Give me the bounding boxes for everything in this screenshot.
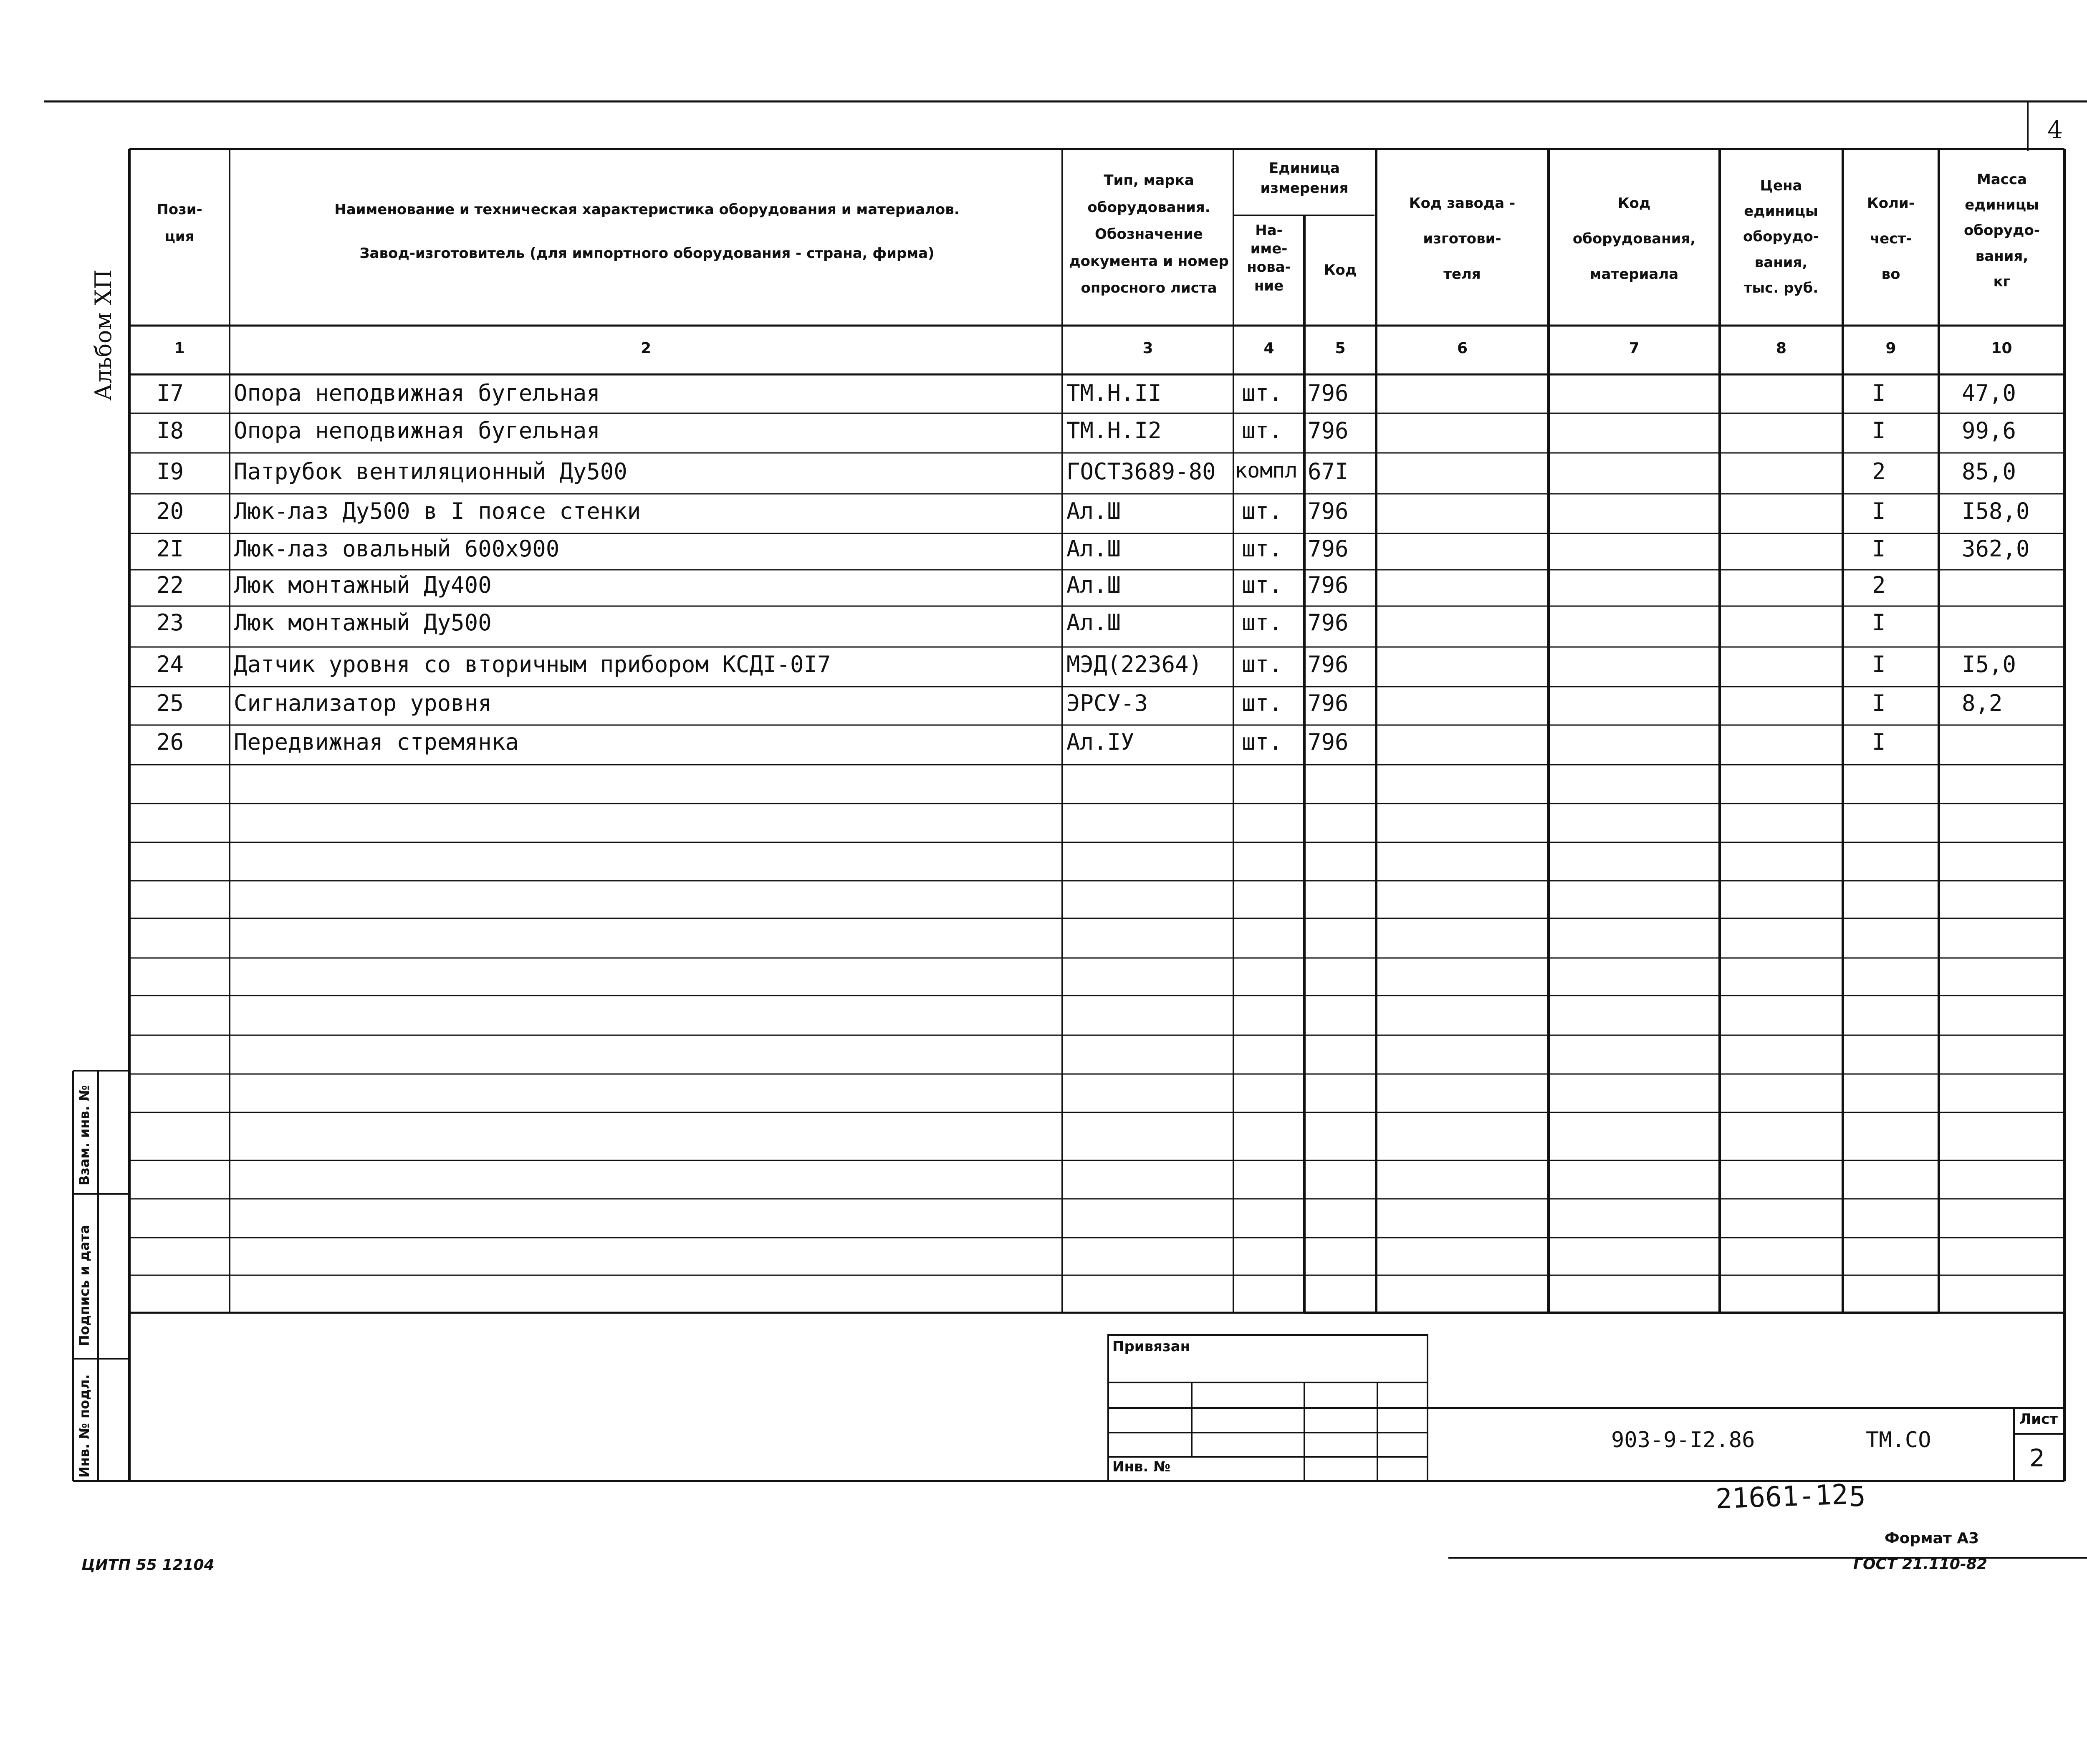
ctip-label: ЦИТП 55 12104 bbox=[81, 1557, 215, 1574]
row-unit: шт. bbox=[1242, 729, 1283, 755]
row-mass: I58,0 bbox=[1962, 498, 2030, 524]
header-col3: Тип, марка оборудования. Обозначение документа и номер опросного листа bbox=[1069, 172, 1229, 297]
column-number-4: 4 bbox=[1263, 340, 1274, 357]
row-qty: I bbox=[1872, 651, 1886, 677]
row-qty: I bbox=[1872, 729, 1886, 755]
stamp-list-number: 2 bbox=[2029, 1444, 2045, 1472]
row-position: 2I bbox=[157, 536, 184, 562]
stamp-doc-code: 903-9-I2.86 bbox=[1611, 1428, 1755, 1453]
row-qty: 2 bbox=[1872, 572, 1886, 598]
side-label-inv: Инв. № подл. bbox=[76, 1374, 92, 1478]
side-label-vzam: Взам. инв. № bbox=[76, 1085, 92, 1185]
row-name: Люк монтажный Ду400 bbox=[234, 572, 492, 598]
row-unit: шт. bbox=[1242, 417, 1283, 444]
header-col7: Код оборудования, материала bbox=[1572, 195, 1696, 283]
row-code: 796 bbox=[1308, 380, 1349, 406]
row-qty: I bbox=[1872, 417, 1886, 444]
row-type: Ал.Ш bbox=[1066, 498, 1121, 524]
column-number-8: 8 bbox=[1776, 340, 1787, 357]
row-qty: I bbox=[1872, 380, 1886, 406]
row-name: Сигнализатор уровня bbox=[234, 690, 492, 716]
row-unit: компл bbox=[1235, 458, 1298, 483]
column-number-2: 2 bbox=[640, 340, 652, 357]
row-mass: 85,0 bbox=[1962, 458, 2016, 485]
row-mass: 47,0 bbox=[1962, 380, 2016, 406]
handwritten-digit: 5 bbox=[1849, 1481, 1866, 1513]
row-mass: 8,2 bbox=[1962, 690, 2003, 716]
page-number: 4 bbox=[2047, 116, 2063, 144]
row-name: Люк-лаз Ду500 в I поясе стенки bbox=[234, 498, 641, 524]
row-type: ТМ.Н.I2 bbox=[1066, 417, 1162, 444]
column-number-5: 5 bbox=[1335, 340, 1346, 357]
stamp-privyazan: Привязан bbox=[1112, 1338, 1190, 1355]
row-code: 67I bbox=[1308, 458, 1349, 485]
row-code: 796 bbox=[1308, 498, 1349, 524]
row-mass: 99,6 bbox=[1962, 417, 2016, 444]
row-mass: I5,0 bbox=[1962, 651, 2016, 677]
row-code: 796 bbox=[1308, 417, 1349, 444]
row-code: 796 bbox=[1308, 690, 1349, 716]
row-position: 26 bbox=[157, 729, 184, 755]
row-qty: I bbox=[1872, 498, 1886, 524]
row-position: I7 bbox=[157, 380, 184, 406]
row-unit: шт. bbox=[1242, 536, 1283, 562]
row-type: Ал.Ш bbox=[1066, 536, 1121, 562]
side-label-podpis: Подпись и дата bbox=[76, 1225, 92, 1346]
row-type: ТМ.Н.II bbox=[1066, 380, 1162, 406]
row-name: Люк монтажный Ду500 bbox=[234, 609, 492, 636]
header-col2: Наименование и техническая характеристика оборудования и материалов. Завод-изготовитель (для импортного оборудования - страна, фирма) bbox=[334, 201, 960, 262]
row-type: МЭД(22364) bbox=[1066, 651, 1203, 677]
row-name: Опора неподвижная бугельная bbox=[234, 380, 600, 406]
row-qty: 2 bbox=[1872, 458, 1886, 485]
album-label: Альбом ХП bbox=[90, 269, 116, 401]
column-number-7: 7 bbox=[1629, 340, 1640, 357]
header-col4: На- име- нова- ние bbox=[1247, 222, 1291, 294]
row-code: 796 bbox=[1308, 609, 1349, 636]
row-type: Ал.Ш bbox=[1066, 609, 1121, 636]
header-col1: Пози- ция bbox=[157, 201, 202, 245]
row-name: Патрубок вентиляционный Ду500 bbox=[234, 458, 627, 485]
row-unit: шт. bbox=[1242, 609, 1283, 636]
stamp-inv-no: Инв. № bbox=[1112, 1458, 1171, 1475]
row-position: 25 bbox=[157, 690, 184, 716]
row-unit: шт. bbox=[1242, 690, 1283, 716]
stamp-list-label: Лист bbox=[2019, 1411, 2058, 1428]
row-name: Передвижная стремянка bbox=[234, 729, 519, 755]
gost-label: ГОСТ 21.110-82 bbox=[1853, 1556, 1988, 1573]
header-col6: Код завода - изготови- теля bbox=[1409, 195, 1516, 283]
row-position: I8 bbox=[157, 417, 184, 444]
row-position: 24 bbox=[157, 651, 184, 677]
row-code: 796 bbox=[1308, 651, 1349, 677]
row-mass: 362,0 bbox=[1962, 536, 2030, 562]
row-position: 20 bbox=[157, 498, 184, 524]
column-number-9: 9 bbox=[1885, 340, 1896, 357]
row-position: 22 bbox=[157, 572, 184, 598]
row-type: ГОСТ3689-80 bbox=[1066, 458, 1216, 485]
column-number-10: 10 bbox=[1991, 340, 2012, 357]
row-code: 796 bbox=[1308, 572, 1349, 598]
stamp-doc-mark: ТМ.СО bbox=[1866, 1428, 1931, 1453]
row-qty: I bbox=[1872, 609, 1886, 636]
row-position: 23 bbox=[157, 609, 184, 636]
row-position: I9 bbox=[157, 458, 184, 485]
row-unit: шт. bbox=[1242, 572, 1283, 598]
handwritten-number: 21661-12 bbox=[1715, 1478, 1849, 1515]
row-unit: шт. bbox=[1242, 498, 1283, 524]
row-unit: шт. bbox=[1242, 380, 1283, 406]
header-col5: Код bbox=[1324, 262, 1357, 278]
row-type: Ал.IУ bbox=[1066, 729, 1134, 755]
row-qty: I bbox=[1872, 690, 1886, 716]
header-col9: Коли- чест- во bbox=[1867, 195, 1915, 283]
row-type: ЭРСУ-3 bbox=[1066, 690, 1148, 716]
row-name: Опора неподвижная бугельная bbox=[234, 417, 600, 444]
column-number-3: 3 bbox=[1142, 340, 1153, 357]
header-units: Единица измерения bbox=[1260, 160, 1349, 197]
row-name: Датчик уровня со вторичным прибором КСДI-0I7 bbox=[234, 651, 831, 677]
row-name: Люк-лаз овальный 600х900 bbox=[234, 536, 560, 562]
row-qty: I bbox=[1872, 536, 1886, 562]
format-label: Формат А3 bbox=[1885, 1530, 1979, 1547]
row-code: 796 bbox=[1308, 729, 1349, 755]
header-col10: Масса единицы оборудо- вания, кг bbox=[1964, 171, 2040, 290]
header-col8: Цена единицы оборудо- вания, тыс. руб. bbox=[1743, 177, 1819, 296]
column-number-1: 1 bbox=[174, 340, 185, 357]
row-code: 796 bbox=[1308, 536, 1349, 562]
column-number-6: 6 bbox=[1457, 340, 1468, 357]
row-unit: шт. bbox=[1242, 651, 1283, 677]
row-type: Ал.Ш bbox=[1066, 572, 1121, 598]
